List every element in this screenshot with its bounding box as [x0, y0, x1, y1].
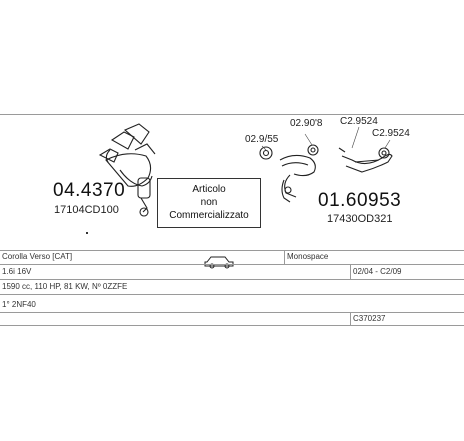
callout-rear-pipe: C2.9524 [340, 116, 378, 127]
left-oem-code: 17104CD100 [54, 204, 119, 216]
note-line-1: Articolo [192, 184, 226, 195]
engine-code: 1° 2NF40 [2, 300, 36, 309]
table-rule-6 [0, 325, 464, 326]
left-part-code[interactable]: 04.4370 [53, 180, 126, 201]
table-rule-5 [0, 312, 464, 313]
table-col-divider-3 [350, 312, 351, 325]
right-part-code[interactable]: 01.60953 [318, 190, 402, 211]
dot-marker [86, 232, 88, 234]
catalytic-manifold-icon [100, 124, 155, 216]
right-oem-code: 17430OD321 [327, 213, 393, 225]
table-rule-3 [0, 279, 464, 280]
table-rule-1 [0, 250, 464, 251]
reference-code: C370237 [353, 314, 386, 323]
table-col-divider-1 [284, 250, 285, 264]
table-rule-4 [0, 294, 464, 295]
not-commercialized-note [157, 178, 261, 228]
engine-details: 1590 cc, 110 HP, 81 KW, Nº 0ZZFE [2, 282, 128, 291]
engine-variant: 1.6i 16V [2, 267, 32, 276]
callout-rear-clamp: C2.9524 [372, 128, 410, 139]
vehicle-model: Corolla Verso [CAT] [2, 252, 73, 261]
note-line-2: non [200, 197, 218, 208]
callout-front-flange: 02.9/55 [245, 134, 279, 145]
table-col-divider-2 [350, 264, 351, 279]
vehicle-type: Monospace [287, 252, 329, 261]
production-years: 02/04 - C2/09 [353, 267, 402, 276]
callout-top-clamp: 02.90'8 [290, 118, 323, 129]
car-side-icon [205, 257, 233, 268]
table-rule-2 [0, 264, 464, 265]
note-line-3: Commercializzato [169, 210, 249, 221]
